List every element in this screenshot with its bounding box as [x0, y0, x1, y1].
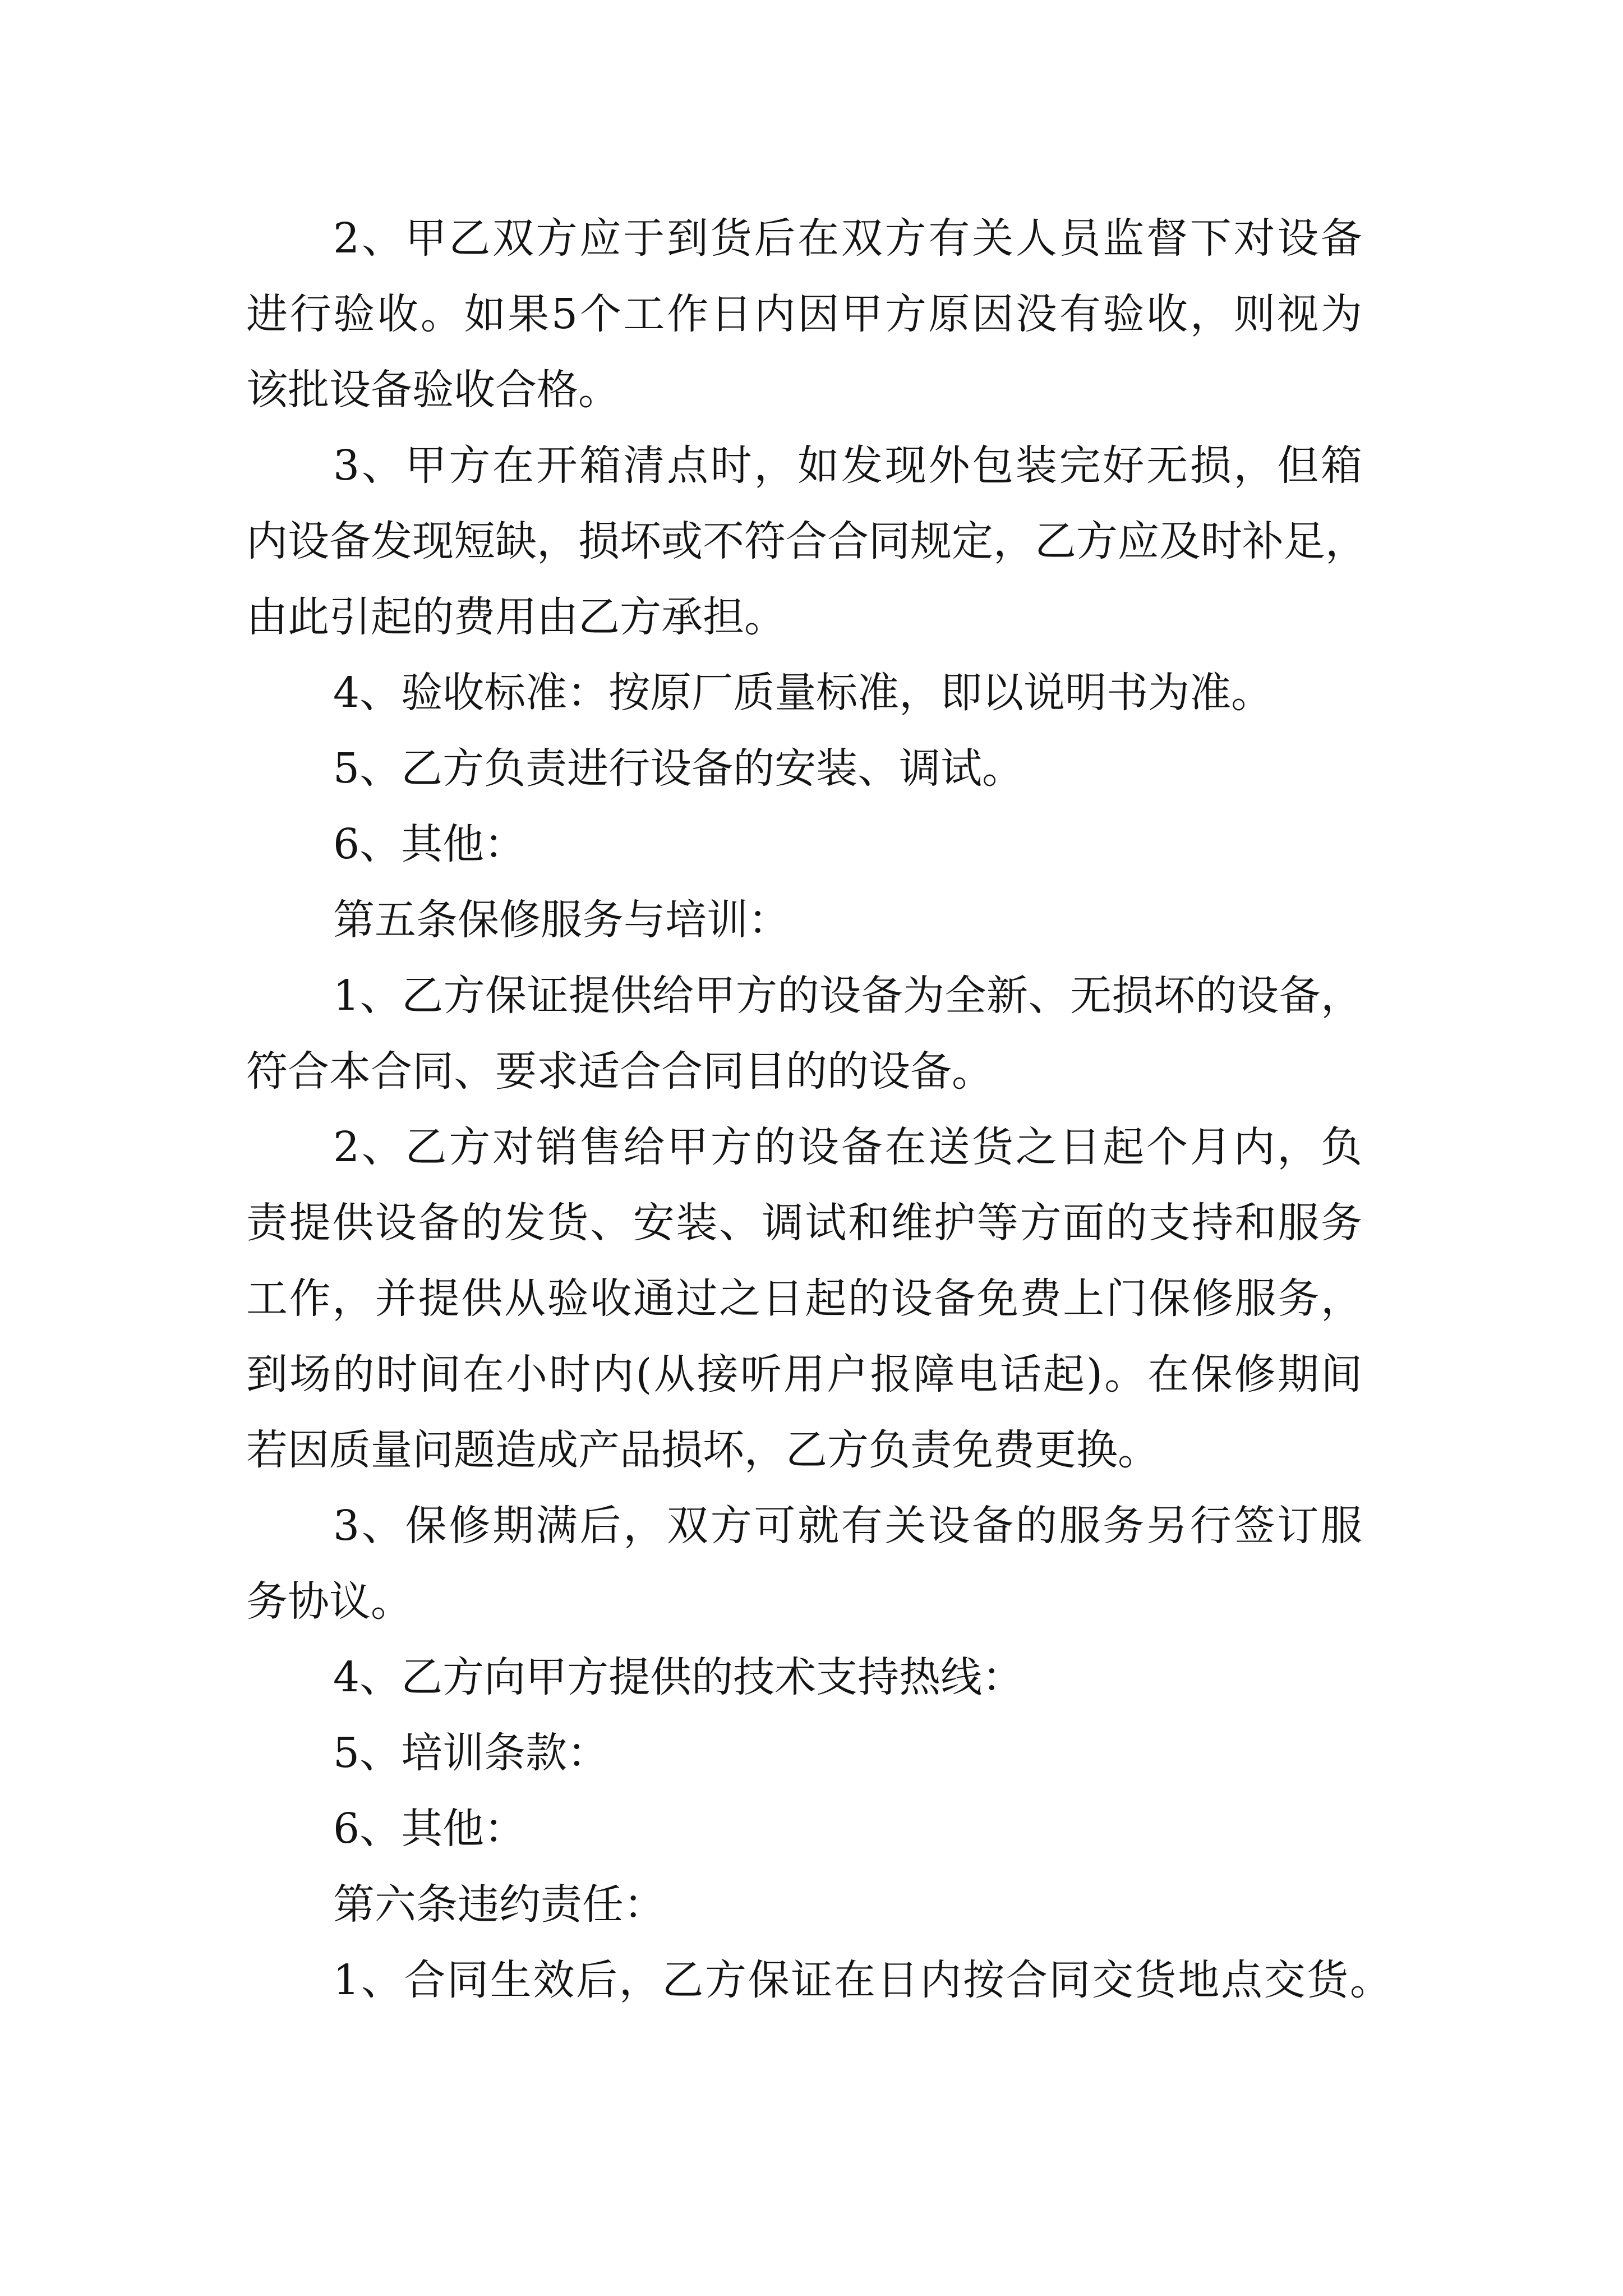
document-body: [246, 201, 1391, 2018]
paragraph-inspection-5: [246, 731, 1362, 807]
text-line: 3、保修期满后，双方可就有关设备的服务另行签订服: [333, 1502, 1362, 1550]
text-line: 6、其他：: [333, 1805, 526, 1853]
paragraph-warranty-4: [246, 1640, 1362, 1715]
section-heading-liability: [246, 1867, 1362, 1943]
section-heading-warranty: [246, 882, 1362, 958]
text-line: 责提供设备的发货、安装、调试和维护等方面的支持和服务: [246, 1199, 1362, 1247]
text-line: 5、乙方负责进行设备的安装、调试。: [333, 744, 1024, 793]
text-line: 4、验收标准：按原厂质量标准，即以说明书为准。: [333, 669, 1273, 717]
paragraph-warranty-1: [246, 958, 1362, 1110]
paragraph-warranty-2: [246, 1110, 1362, 1488]
paragraph-liability-1: [246, 1943, 1391, 2018]
text-line: 6、其他：: [333, 820, 526, 868]
text-line: 4、乙方向甲方提供的技术支持热线：: [333, 1653, 1024, 1701]
text-line: 若因质量问题造成产品损坏，乙方负责免费更换。: [246, 1426, 1159, 1474]
text-line: 内设备发现短缺，损坏或不符合合同规定，乙方应及时补足，: [246, 517, 1367, 565]
text-line: 务协议。: [246, 1577, 412, 1626]
text-line: 工作，并提供从验收通过之日起的设备免费上门保修服务，: [246, 1274, 1362, 1323]
text-line: 该批设备验收合格。: [246, 366, 620, 414]
text-line: 2、乙方对销售给甲方的设备在送货之日起个月内，负: [333, 1123, 1362, 1171]
text-line: 符合本合同、要求适合合同目的的设备。: [246, 1047, 993, 1096]
paragraph-inspection-2: [246, 201, 1362, 428]
text-line: 由此引起的费用由乙方承担。: [246, 593, 786, 641]
section-heading: 第五条保修服务与培训：: [333, 896, 790, 944]
text-line: 1、合同生效后，乙方保证在日内按合同交货地点交货。: [333, 1956, 1391, 2004]
text-line: 1、乙方保证提供给甲方的设备为全新、无损坏的设备，: [333, 972, 1362, 1020]
paragraph-warranty-3: [246, 1488, 1362, 1640]
paragraph-warranty-6: [246, 1791, 1362, 1867]
text-line: 3、甲方在开箱清点时，如发现外包装完好无损，但箱: [333, 441, 1362, 490]
paragraph-warranty-5: [246, 1715, 1362, 1791]
paragraph-inspection-4: [246, 655, 1362, 731]
text-line: 进行验收。如果5个工作日内因甲方原因没有验收，则视为: [246, 290, 1362, 338]
text-line: 2、甲乙双方应于到货后在双方有关人员监督下对设备: [333, 214, 1362, 263]
text-line: 5、培训条款：: [333, 1729, 609, 1777]
paragraph-inspection-6: [246, 807, 1362, 882]
section-heading: 第六条违约责任：: [333, 1880, 665, 1929]
text-line: 到场的时间在小时内(从接听用户报障电话起)。在保修期间: [246, 1350, 1362, 1398]
paragraph-inspection-3: [246, 428, 1367, 655]
